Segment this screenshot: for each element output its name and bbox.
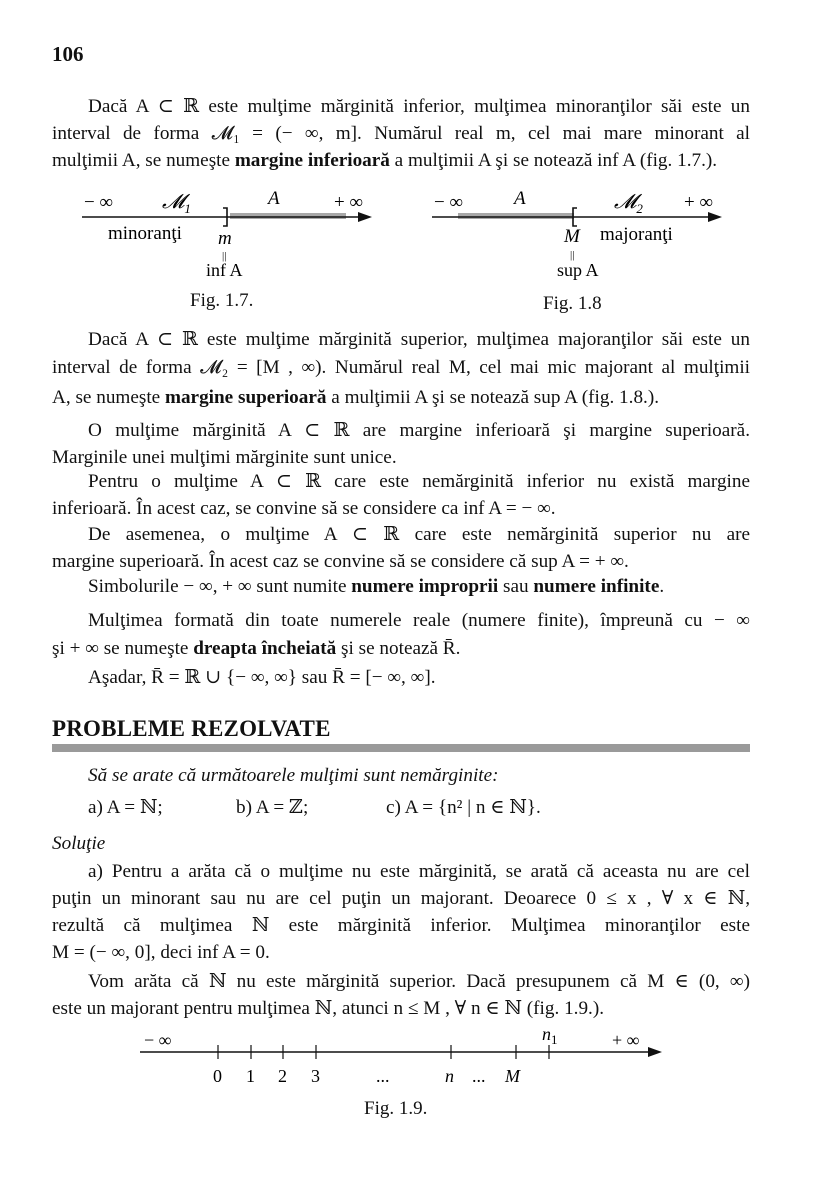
text-line: rezultă că mulţimea ℕ este mărginită inferior. Mulţimea minoranţilor este bbox=[52, 915, 750, 936]
set-m1-label: 𝓜$_1$ bbox=[162, 191, 191, 216]
paragraph-sup-definition bbox=[52, 326, 750, 413]
majoranti-label: majoranţi bbox=[600, 224, 673, 245]
page-number: 106 bbox=[52, 42, 84, 66]
text-line: Pentru o mulţime A ⊂ ℝ care este nemărginită inferior nu există margine bbox=[88, 471, 750, 492]
text-segment: . bbox=[659, 576, 665, 597]
text-segment: Simbolurile − ∞, + ∞ sunt numite bbox=[88, 576, 352, 597]
paragraph-unbounded-below bbox=[52, 468, 750, 522]
text-segment: şi se notează R̄. bbox=[336, 638, 461, 659]
ellipsis-label: ... bbox=[376, 1066, 390, 1086]
problem-item-b: b) A = ℤ; bbox=[236, 797, 309, 818]
paragraph-improper-numbers bbox=[52, 573, 750, 600]
text-line: Mulţimea formată din toate numerele reale (numere finite), împreună cu − ∞ bbox=[88, 610, 750, 631]
text-line: interval de forma 𝓜₂ = [M , ∞). Numărul real M, cel mai mic majorant al mulţimii bbox=[52, 357, 750, 378]
ellipsis-label: ... bbox=[472, 1066, 486, 1086]
paragraph-unbounded-above bbox=[52, 521, 750, 575]
tick-label-1: 1 bbox=[246, 1066, 255, 1086]
text-line: Marginile unei mulţimi mărginite sunt unice. bbox=[52, 447, 397, 468]
solution-label: Soluţie bbox=[52, 833, 106, 854]
tick-label-3: 3 bbox=[311, 1066, 320, 1086]
paragraph-inf-definition bbox=[52, 93, 750, 174]
figure-1-9-number-line bbox=[138, 1024, 668, 1094]
text-line: Dacă A ⊂ ℝ este mulţime mărginită superior, mulţimea majoranţilor săi este un bbox=[88, 329, 750, 350]
text-line: margine superioară. În acest caz se convine să se considere că sup A = + ∞. bbox=[52, 551, 629, 572]
plus-infinity-label: + ∞ bbox=[612, 1030, 640, 1050]
text-line: De asemenea, o mulţime A ⊂ ℝ care este nemărginită superior nu are bbox=[88, 524, 750, 545]
figure-1-8-number-line bbox=[430, 188, 730, 283]
problem-statement bbox=[52, 762, 750, 789]
text-line: inferioară. În acest caz, se convine să se considere ca inf A = − ∞. bbox=[52, 498, 556, 519]
bold-term: margine inferioară bbox=[234, 150, 390, 171]
tick-label-M: M bbox=[505, 1066, 520, 1086]
problem-item-a: a) A = ℕ; bbox=[88, 797, 163, 818]
n1-label: $n_1$ bbox=[542, 1024, 558, 1047]
set-a-label: A bbox=[268, 188, 280, 209]
text-line: Vom arăta că ℕ nu este mărginită superior. Dacă presupunem că M ∈ (0, ∞) bbox=[88, 971, 750, 992]
solution-b bbox=[52, 968, 750, 1022]
bold-term: numere improprii bbox=[351, 576, 499, 597]
text-line: este un majorant pentru mulţimea ℕ, atunci n ≤ M , ∀ n ∈ ℕ (fig. 1.9.). bbox=[52, 998, 605, 1019]
point-M-label: M bbox=[564, 226, 580, 247]
minus-infinity-label: − ∞ bbox=[144, 1030, 172, 1050]
text-line-with-bold: A, se numeşte margine superioară a mulţimii A şi se notează sup A (fig. 1.8.). bbox=[52, 387, 660, 408]
text-line bbox=[52, 634, 750, 664]
problem-item-c: c) A = {n² | n ∈ ℕ}. bbox=[386, 797, 541, 818]
bold-term: numere infinite bbox=[533, 576, 660, 597]
text-segment: sau bbox=[498, 576, 534, 597]
text-line: interval de forma 𝓜₁ = (− ∞, m]. Numărul real m, cel mai mare minorant al bbox=[52, 123, 750, 144]
paragraph-extended-line bbox=[52, 607, 750, 664]
equals-vertical: || bbox=[570, 249, 575, 261]
section-heading: PROBLEME REZOLVATE bbox=[52, 716, 331, 741]
plus-infinity-label: + ∞ bbox=[684, 192, 714, 213]
text-line bbox=[52, 573, 750, 600]
text-line: Să se arate că următoarele mulţimi sunt nemărginite: bbox=[88, 765, 499, 786]
inf-a-label: inf A bbox=[206, 260, 243, 280]
paragraph-bounded-set bbox=[52, 417, 750, 471]
bold-term: margine superioară bbox=[164, 387, 327, 408]
text-line: puţin un minorant sau nu are cel puţin un majorant. Deoarece 0 ≤ x , ∀ x ∈ ℕ, bbox=[52, 888, 750, 909]
text-line: M = (− ∞, 0], deci inf A = 0. bbox=[52, 942, 270, 963]
paragraph-asadar bbox=[52, 664, 750, 691]
text-line: O mulţime mărginită A ⊂ ℝ are margine inferioară şi margine superioară. bbox=[88, 420, 750, 441]
figure-1-8-caption: Fig. 1.8 bbox=[543, 293, 602, 314]
tick-label-2: 2 bbox=[278, 1066, 287, 1086]
heading-underline-bar bbox=[52, 744, 750, 752]
figure-1-7-caption: Fig. 1.7. bbox=[190, 290, 254, 311]
point-m-label: m bbox=[218, 228, 232, 249]
text-line: Aşadar, R̄ = ℝ ∪ {− ∞, ∞} sau R̄ = [− ∞, ∞]. bbox=[88, 667, 436, 688]
minoranti-label: minoranţi bbox=[108, 223, 182, 244]
set-a-label: A bbox=[514, 188, 526, 209]
figure-1-9-caption: Fig. 1.9. bbox=[364, 1098, 428, 1119]
text-segment: şi + ∞ se numeşte bbox=[52, 638, 194, 659]
sup-a-label: sup A bbox=[557, 260, 599, 280]
text-line: Dacă A ⊂ ℝ este mulţime mărginită inferior, mulţimea minoranţilor săi este un bbox=[88, 96, 750, 117]
bold-term: dreapta încheiată bbox=[193, 638, 337, 659]
text-line: a) Pentru a arăta că o mulţime nu este mărginită, se arată că aceasta nu are cel bbox=[88, 861, 750, 882]
plus-infinity-label: + ∞ bbox=[334, 192, 364, 213]
text-line-with-bold: mulţimii A, se numeşte margine inferioară a mulţimii A şi se notează inf A (fig. 1.7.). bbox=[52, 150, 718, 171]
solution-a bbox=[52, 858, 750, 966]
equals-vertical: || bbox=[222, 250, 227, 262]
minus-infinity-label: − ∞ bbox=[84, 192, 114, 213]
tick-label-0: 0 bbox=[213, 1066, 222, 1086]
minus-infinity-label: − ∞ bbox=[434, 192, 464, 213]
figure-1-7-number-line bbox=[80, 188, 380, 283]
set-m2-label: 𝓜$_2$ bbox=[614, 191, 643, 216]
tick-label-n: n bbox=[445, 1066, 454, 1086]
